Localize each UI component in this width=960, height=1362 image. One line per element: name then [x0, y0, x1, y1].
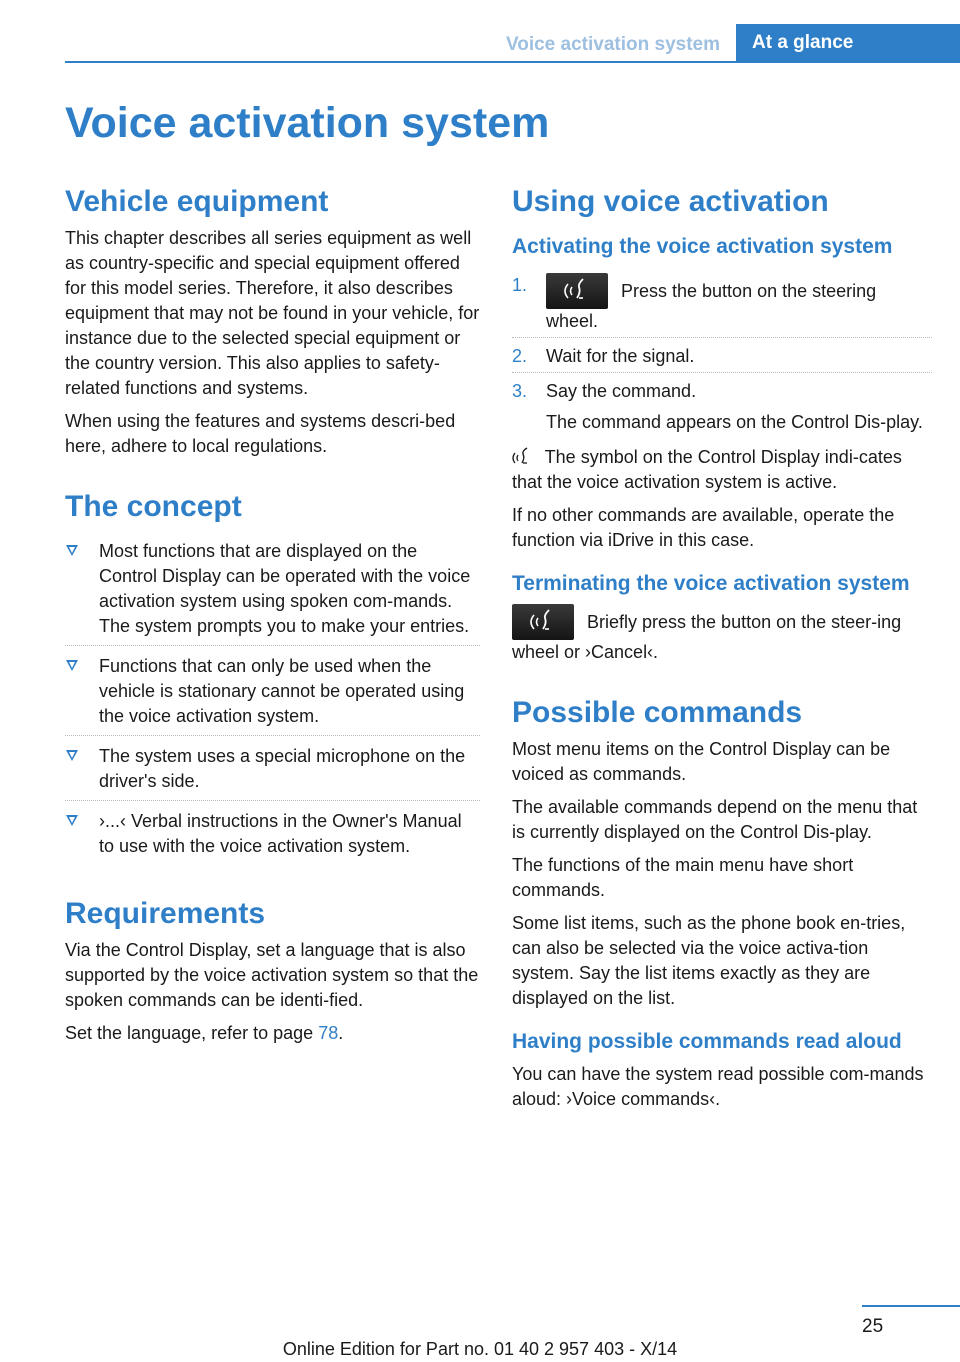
- triangle-bullet-icon: [66, 750, 78, 761]
- symbol-paragraph: The symbol on the Control Display indi‐cates that the voice activation system is active.: [512, 447, 902, 492]
- possible-commands-paragraph-1: Most menu items on the Control Display can be voiced as commands.: [512, 739, 891, 784]
- list-item: Functions that can only be used when the vehicle is stationary cannot be operated using the voice activation system.: [65, 654, 480, 736]
- edition-footer: Online Edition for Part no. 01 40 2 957 403 - X/14: [282, 1339, 678, 1359]
- heading-read-aloud: Having possible commands read aloud: [512, 1030, 902, 1053]
- list-item: ›...‹ Verbal instructions in the Owner's Manual to use with the voice activation system.: [65, 809, 480, 866]
- local-regulations-paragraph: When using the features and systems descri‐bed here, adhere to local regulations.: [65, 411, 456, 456]
- page-number: 25: [862, 1316, 884, 1337]
- triangle-bullet-icon: [66, 545, 78, 556]
- triangle-bullet-icon: [66, 815, 78, 826]
- list-item: 2. Wait for the signal.: [512, 344, 932, 373]
- terminating-paragraph: Briefly press the button on the steer‐ing wheel or ›Cancel‹.: [512, 604, 932, 665]
- set-language-paragraph: Set the language, refer to page 78.: [65, 1023, 344, 1043]
- possible-commands-paragraph-3: The functions of the main menu have short commands.: [512, 855, 854, 900]
- heading-vehicle-equipment: Vehicle equipment: [65, 185, 329, 218]
- right-column: [512, 184, 932, 1112]
- concept-list: [65, 539, 480, 866]
- heading-terminating: Terminating the voice activation system: [512, 572, 910, 595]
- heading-activating: Activating the voice activation system: [512, 235, 893, 258]
- voice-symbol-icon: [512, 447, 534, 467]
- list-item: The system uses a special microphone on the driver's side.: [65, 744, 480, 801]
- voice-button-icon: [512, 604, 574, 640]
- possible-commands-paragraph-4: Some list items, such as the phone book en‐tries, can also be selected via the voice activa‐tion system. Say the list items exactly as they are displayed on the list.: [512, 913, 906, 1008]
- step-number: 2.: [512, 346, 528, 366]
- triangle-bullet-icon: [66, 660, 78, 671]
- list-item: 3. Say the command. The command appears on the Control Dis‐play.: [512, 381, 923, 432]
- list-item: Most functions that are displayed on the Control Display can be operated with the voice activation system using spoken com‐mands. The system prompts you to make your entries.: [65, 539, 480, 646]
- possible-commands-paragraph-2: The available commands depend on the menu that is currently displayed on the Control Dis‐play.: [512, 797, 918, 842]
- footer-rule: [862, 1305, 960, 1307]
- page-reference-link[interactable]: 78: [318, 1023, 339, 1043]
- page-title: Voice activation system: [65, 99, 550, 147]
- vehicle-equipment-paragraph: This chapter describes all series equipment as well as country-specific and special equipment offered for this model series. Therefore, it also describes equipment that may not be found in your vehicle, for instance due to the selected special equipment or the country version. This also applies to safety-related functions and systems.: [65, 228, 480, 398]
- list-item: 1. Press the button on the steering wheel.: [512, 273, 932, 338]
- read-aloud-paragraph: You can have the system read possible com‐mands aloud: ›Voice commands‹.: [512, 1064, 924, 1109]
- header-rule: [65, 61, 960, 63]
- header-section-title: Voice activation system: [505, 34, 720, 55]
- header-chapter-tab: At a glance: [736, 24, 960, 62]
- left-column: [65, 184, 480, 1046]
- voice-button-icon: [546, 273, 608, 309]
- step-number: 3.: [512, 381, 528, 401]
- requirements-paragraph: Via the Control Display, set a language that is also supported by the voice activation system so that the spoken commands can be identi‐fied.: [65, 940, 479, 1010]
- step-number: 1.: [512, 275, 528, 295]
- heading-using-voice-activation: Using voice activation: [512, 185, 829, 218]
- no-commands-paragraph: If no other commands are available, operate the function via iDrive in this case.: [512, 505, 895, 550]
- heading-requirements: Requirements: [65, 897, 266, 930]
- heading-possible-commands: Possible commands: [512, 696, 803, 729]
- heading-the-concept: The concept: [65, 490, 242, 523]
- activation-steps: [512, 273, 932, 439]
